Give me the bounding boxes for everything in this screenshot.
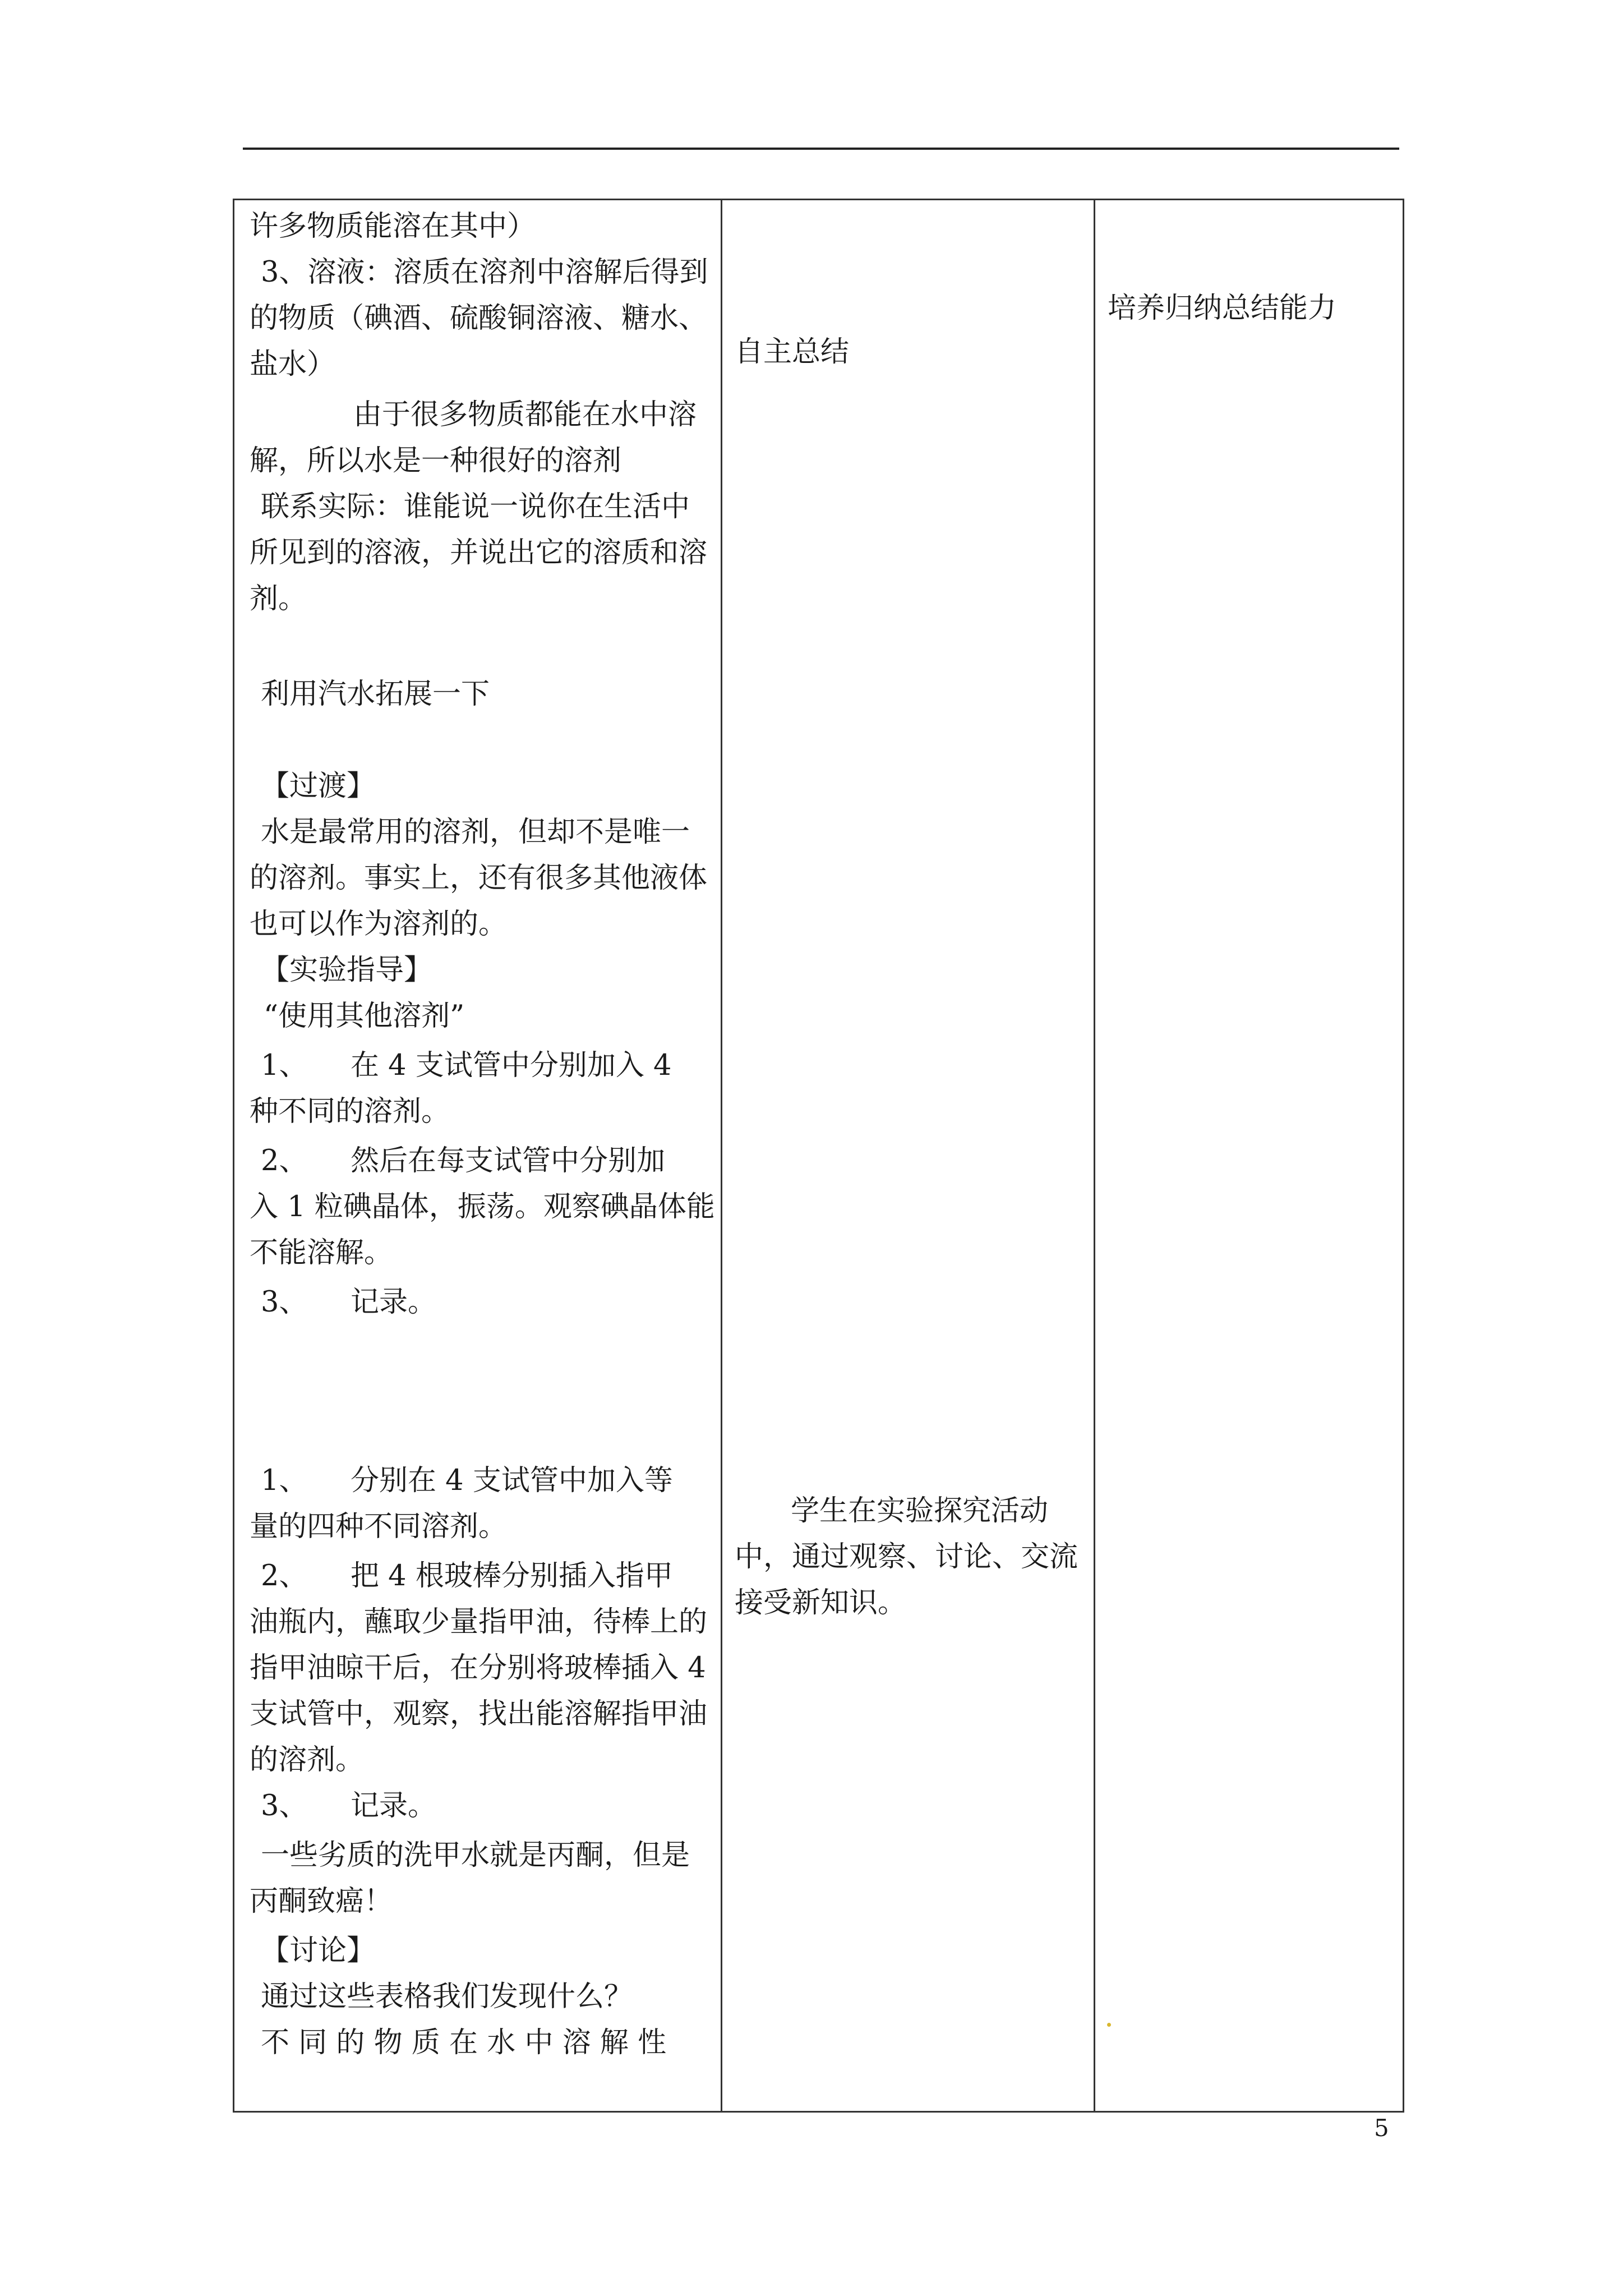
content-line: 也可以作为溶剂的。	[250, 908, 508, 941]
dot-mark	[1107, 2023, 1111, 2027]
intent-line: 培养归纳总结能力	[1108, 292, 1337, 325]
content-line: “使用其他溶剂”	[264, 1000, 465, 1033]
content-line: 1、 分别在 4 支试管中加入等	[261, 1464, 673, 1497]
activity-line: 学生在实验探究活动	[791, 1494, 1049, 1527]
content-line: 支试管中，观察，找出能溶解指甲油	[250, 1697, 708, 1731]
content-line: 种不同的溶剂。	[250, 1095, 450, 1128]
content-line: 利用汽水拓展一下	[261, 678, 490, 711]
column-divider-2	[1094, 200, 1095, 2111]
content-line: 水是最常用的溶剂，但却不是唯一	[261, 816, 690, 849]
content-line: 联系实际：谁能说一说你在生活中	[261, 490, 690, 523]
content-line: 许多物质能溶在其中）	[250, 210, 536, 243]
content-line: 2、 把 4 根玻棒分别插入指甲	[261, 1559, 673, 1593]
content-line: 油瓶内，蘸取少量指甲油，待棒上的	[250, 1605, 708, 1639]
activity-line: 接受新知识。	[735, 1586, 907, 1619]
content-line: 剂。	[250, 582, 307, 615]
content-line: 由于很多物质都能在水中溶	[353, 398, 697, 431]
content-line: 通过这些表格我们发现什么？	[261, 1980, 633, 2013]
content-line: 的溶剂。事实上，还有很多其他液体	[250, 862, 708, 895]
page-number: 5	[1374, 2114, 1389, 2142]
content-line: 3、 记录。	[261, 1286, 436, 1319]
header-rule	[243, 148, 1399, 150]
content-line: 盐水）	[250, 348, 336, 381]
content-line: 解，所以水是一种很好的溶剂	[250, 444, 622, 477]
content-line: 2、 然后在每支试管中分别加	[261, 1144, 665, 1177]
activity-line: 中，通过观察、讨论、交流	[735, 1540, 1078, 1573]
content-line: 所见到的溶液，并说出它的溶质和溶	[250, 536, 708, 569]
content-line: 的物质（碘酒、硫酸铜溶液、糖水、	[250, 302, 708, 335]
content-line: 入 1 粒碘晶体，振荡。观察碘晶体能	[250, 1190, 715, 1223]
content-line: 量的四种不同溶剂。	[250, 1510, 508, 1543]
content-heading: 【过渡】	[261, 770, 376, 803]
activity-line: 自主总结	[735, 335, 850, 369]
content-line: 3、溶液：溶质在溶剂中溶解后得到	[261, 256, 708, 289]
content-line: 不能溶解。	[250, 1236, 393, 1269]
content-line: 指甲油晾干后，在分别将玻棒插入 4	[250, 1651, 706, 1685]
content-line: 1、 在 4 支试管中分别加入 4	[261, 1049, 672, 1082]
content-heading: 【讨论】	[261, 1934, 376, 1967]
content-line: 不 同 的 物 质 在 水 中 溶 解 性	[261, 2026, 667, 2059]
content-line: 的溶剂。	[250, 1743, 365, 1777]
content-heading: 【实验指导】	[261, 954, 433, 987]
content-line: 3、 记录。	[261, 1789, 436, 1823]
content-line: 一些劣质的洗甲水就是丙酮，但是	[261, 1839, 690, 1872]
column-divider-1	[721, 200, 722, 2111]
content-line: 丙酮致癌！	[250, 1885, 393, 1918]
